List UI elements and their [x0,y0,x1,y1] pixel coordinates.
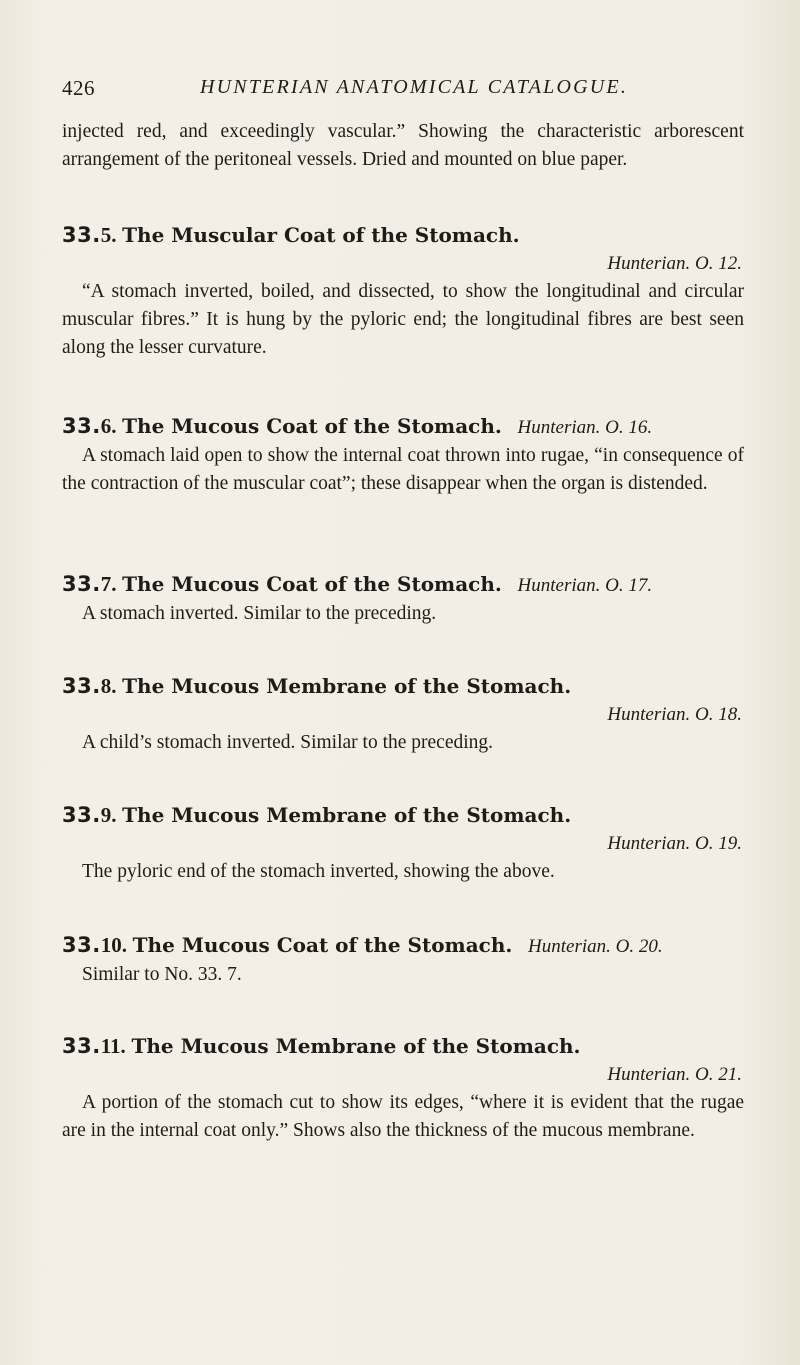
entry-title: The Mucous Coat of the Stomach. [122,572,502,596]
entry-description: A portion of the stomach cut to show its edges, “where it is evident that the rugae are in the internal coat only.” Shows also the thickness of the mucous membrane. [62,1092,744,1141]
entry-reference [62,1061,744,1089]
entry-title: The Mucous Coat of the Stomach. [132,933,513,957]
reference-catalogue: Hunterian. [607,253,691,274]
catalogue-entry [62,672,744,757]
entry-subnumber: 8. [100,674,117,698]
entry-reference [62,830,744,858]
entry-number: 33. [62,414,101,438]
entry-heading [62,672,744,701]
reference-catalogue: Hunterian. [517,575,601,596]
entry-number: 33. [62,1034,101,1058]
reference-code: O. 20. [615,936,663,957]
catalogue-entry [62,801,744,886]
running-title: HUNTERIAN ANATOMICAL CATALOGUE. [200,76,629,98]
entry-reference [518,417,653,438]
entry-subnumber: 10. [100,933,127,957]
reference-code: O. 16. [605,417,653,438]
entry-reference [62,250,744,278]
entry-number: 33. [62,803,101,827]
page-number: 426 [62,76,95,100]
entry-description: “A stomach inverted, boiled, and dissected, to show the longitudinal and circular muscular fibres.” It is hung by the pyloric end; the longitudinal fibres are best seen along the lesser curvature. [62,281,744,358]
catalogue-entry [62,1032,744,1145]
entry-title: The Muscular Coat of the Stomach. [122,223,520,247]
entry-number: 33. [62,223,101,247]
entry-reference [528,936,663,957]
reference-catalogue: Hunterian. [607,704,691,725]
reference-catalogue: Hunterian. [607,1064,691,1085]
entry-subnumber: 9. [100,803,117,827]
entry-subnumber: 5. [100,223,117,247]
entry-title: The Mucous Coat of the Stomach. [122,414,502,438]
entry-title: The Mucous Membrane of the Stomach. [122,803,572,827]
entry-description: A child’s stomach inverted. Similar to the preceding. [82,732,494,753]
catalogue-entry [62,221,744,362]
reference-code: O. 19. [695,833,742,854]
entry-description: The pyloric end of the stomach inverted, showing the above. [82,861,555,882]
entry-heading [62,221,744,250]
entry-subnumber: 6. [100,414,117,438]
entry-number: 33. [62,933,101,957]
entry-reference [518,575,653,596]
entry-heading [62,412,744,442]
entry-subnumber: 7. [100,572,117,596]
entry-title: The Mucous Membrane of the Stomach. [131,1034,581,1058]
catalogue-entry [62,931,744,989]
reference-catalogue: Hunterian. [528,936,611,957]
entry-number: 33. [62,572,101,596]
entry-title: The Mucous Membrane of the Stomach. [122,674,572,698]
reference-catalogue: Hunterian. [607,833,691,854]
reference-code: O. 17. [605,575,653,596]
entry-description: A stomach inverted. Similar to the preceding. [82,603,437,624]
page-header [62,76,742,106]
entry-heading [62,801,744,830]
reference-code: O. 18. [695,704,742,725]
entry-reference [62,701,744,729]
continued-paragraph: injected red, and exceedingly vascular.” Showing the characteristic arborescent arrangement of the peritoneal vessels. Dried and mounted on blue paper. [62,121,744,170]
reference-catalogue: Hunterian. [517,417,601,438]
entry-heading [62,1032,744,1061]
reference-code: O. 21. [695,1064,742,1085]
entry-description: Similar to No. 33. 7. [82,964,242,985]
entry-description: A stomach laid open to show the internal coat thrown into rugae, “in consequence of the contraction of the muscular coat”; these disappear when the organ is distended. [62,445,744,494]
entry-subnumber: 11. [100,1034,126,1058]
catalogue-entry [62,570,744,628]
entry-number: 33. [62,674,101,698]
catalogue-entry [62,412,744,498]
entry-heading [62,931,744,961]
reference-code: O. 12. [695,253,742,274]
entry-heading [62,570,744,600]
